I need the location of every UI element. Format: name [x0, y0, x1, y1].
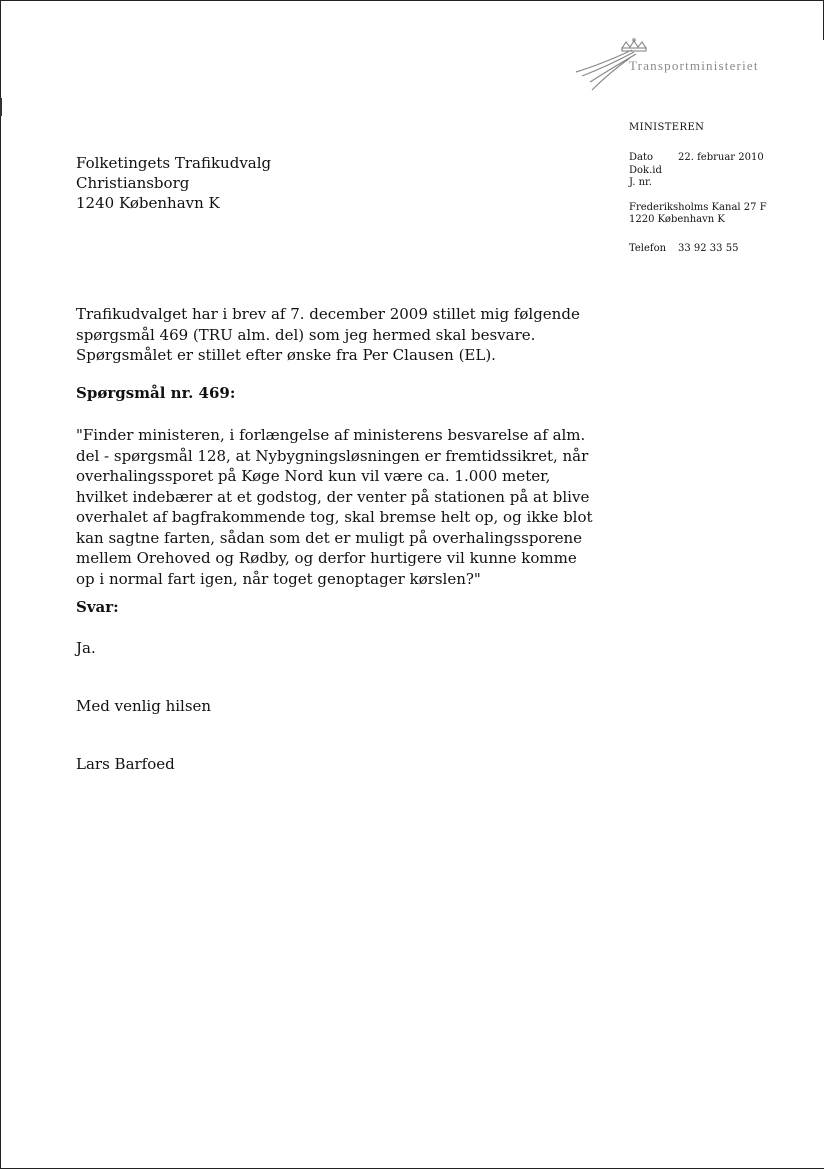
- question-paragraph: "Finder ministeren, i forlængelse af ministerens besvarelse af alm. del - spørgsmål 128, at Nybygningsløsningen er fremtidssikret, når overhalingssporet på Køge Nord kun vil være ca. 1.000 meter, hvilket indebærer at et godstog, der venter på stationen på at blive overhalet af bagfrakommende tog, skal bremse helt op, og ikke blot kan sagtne farten, sådan som det er muligt på overhalingssporene mellem Orehoved og Rødby, og derfor hurtigere vil kunne komme op i normal fart igen, når toget genoptager kørslen?": [76, 426, 593, 588]
- question-heading: Spørgsmål nr. 469:: [76, 384, 236, 402]
- signature-name: Lars Barfoed: [76, 755, 175, 773]
- closing-greeting: Med venlig hilsen: [76, 697, 212, 715]
- intro-paragraph: Trafikudvalget har i brev af 7. december 2009 stillet mig følgende spørgsmål 469 (TRU alm. del) som jeg hermed skal besvare. Spørgsmålet er stillet efter ønske fra Per Clausen (EL).: [76, 305, 580, 364]
- recipient-line2: Christiansborg: [76, 174, 190, 192]
- date-label: Dato: [629, 152, 654, 163]
- recipient-address: [76, 153, 271, 213]
- page-border-top: [0, 0, 824, 1]
- jnr-label: J. nr.: [629, 177, 652, 188]
- date-value: 22. februar 2010: [678, 152, 764, 163]
- logo-wordmark: Transportministeriet: [629, 58, 759, 73]
- sender-address-line1: Frederiksholms Kanal 27 F: [629, 202, 767, 213]
- page-border-left: [0, 0, 1, 1169]
- answer-heading: Svar:: [76, 598, 119, 616]
- fold-mark: [0, 98, 2, 116]
- recipient-line1: Folketingets Trafikudvalg: [76, 154, 272, 172]
- office-title: MINISTEREN: [629, 122, 705, 133]
- sender-address-line2: 1220 København K: [629, 214, 725, 225]
- phone-value: 33 92 33 55: [678, 243, 739, 254]
- dokid-label: Dok.id: [629, 165, 662, 176]
- phone-row: [629, 243, 738, 255]
- answer-paragraph: Ja.: [76, 639, 96, 657]
- date-row: [629, 152, 764, 164]
- recipient-line3: 1240 København K: [76, 194, 220, 212]
- phone-label: Telefon: [629, 243, 667, 254]
